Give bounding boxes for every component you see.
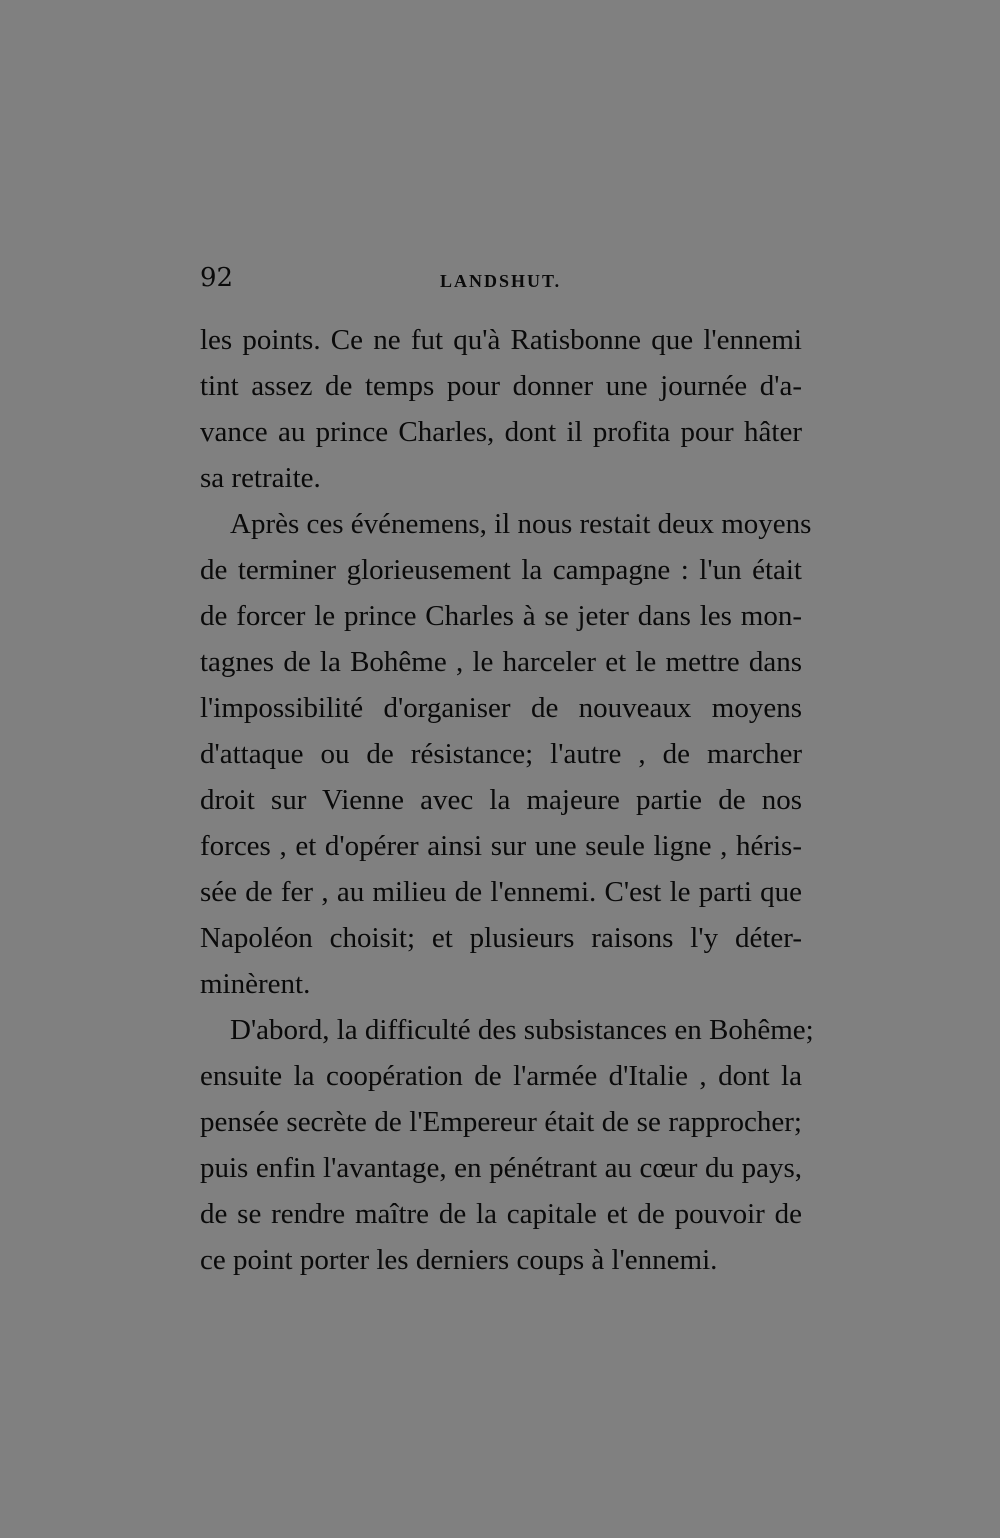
- page-header: [200, 263, 800, 303]
- text-line: sa retraite.: [200, 462, 321, 494]
- text-line: d'attaque ou de résistance; l'autre , de marcher: [200, 738, 802, 770]
- text-line: ensuite la coopération de l'armée d'Italie , dont la: [200, 1060, 802, 1092]
- text-line: vance au prince Charles, dont il profita pour hâter: [200, 416, 802, 448]
- text-line: Napoléon choisit; et plusieurs raisons l'y déter-: [200, 922, 802, 954]
- text-line: de se rendre maître de la capitale et de pouvoir de: [200, 1198, 802, 1230]
- page-number: 92: [200, 263, 234, 293]
- text-line: Après ces événemens, il nous restait deux moyens: [230, 508, 812, 540]
- text-line: puis enfin l'avantage, en pénétrant au cœur du pays,: [200, 1152, 802, 1184]
- text-line: de forcer le prince Charles à se jeter dans les mon-: [200, 600, 802, 632]
- text-line: ce point porter les derniers coups à l'ennemi.: [200, 1244, 718, 1276]
- text-line: droit sur Vienne avec la majeure partie de nos: [200, 784, 802, 816]
- text-line: D'abord, la difficulté des subsistances en Bohême;: [230, 1014, 814, 1046]
- text-line: sée de fer , au milieu de l'ennemi. C'est le parti que: [200, 876, 802, 908]
- text-line: l'impossibilité d'organiser de nouveaux moyens: [200, 692, 802, 724]
- text-line: de terminer glorieusement la campagne : l'un était: [200, 554, 802, 586]
- text-line: tagnes de la Bohême , le harceler et le mettre dans: [200, 646, 802, 678]
- text-line: forces , et d'opérer ainsi sur une seule ligne , héris-: [200, 830, 802, 862]
- text-line: les points. Ce ne fut qu'à Ratisbonne que l'ennemi: [200, 324, 802, 356]
- running-head: LANDSHUT.: [440, 271, 562, 291]
- text-line: minèrent.: [200, 968, 311, 1000]
- text-line: tint assez de temps pour donner une journée d'a-: [200, 370, 802, 402]
- text-line: pensée secrète de l'Empereur était de se rapprocher;: [200, 1106, 802, 1138]
